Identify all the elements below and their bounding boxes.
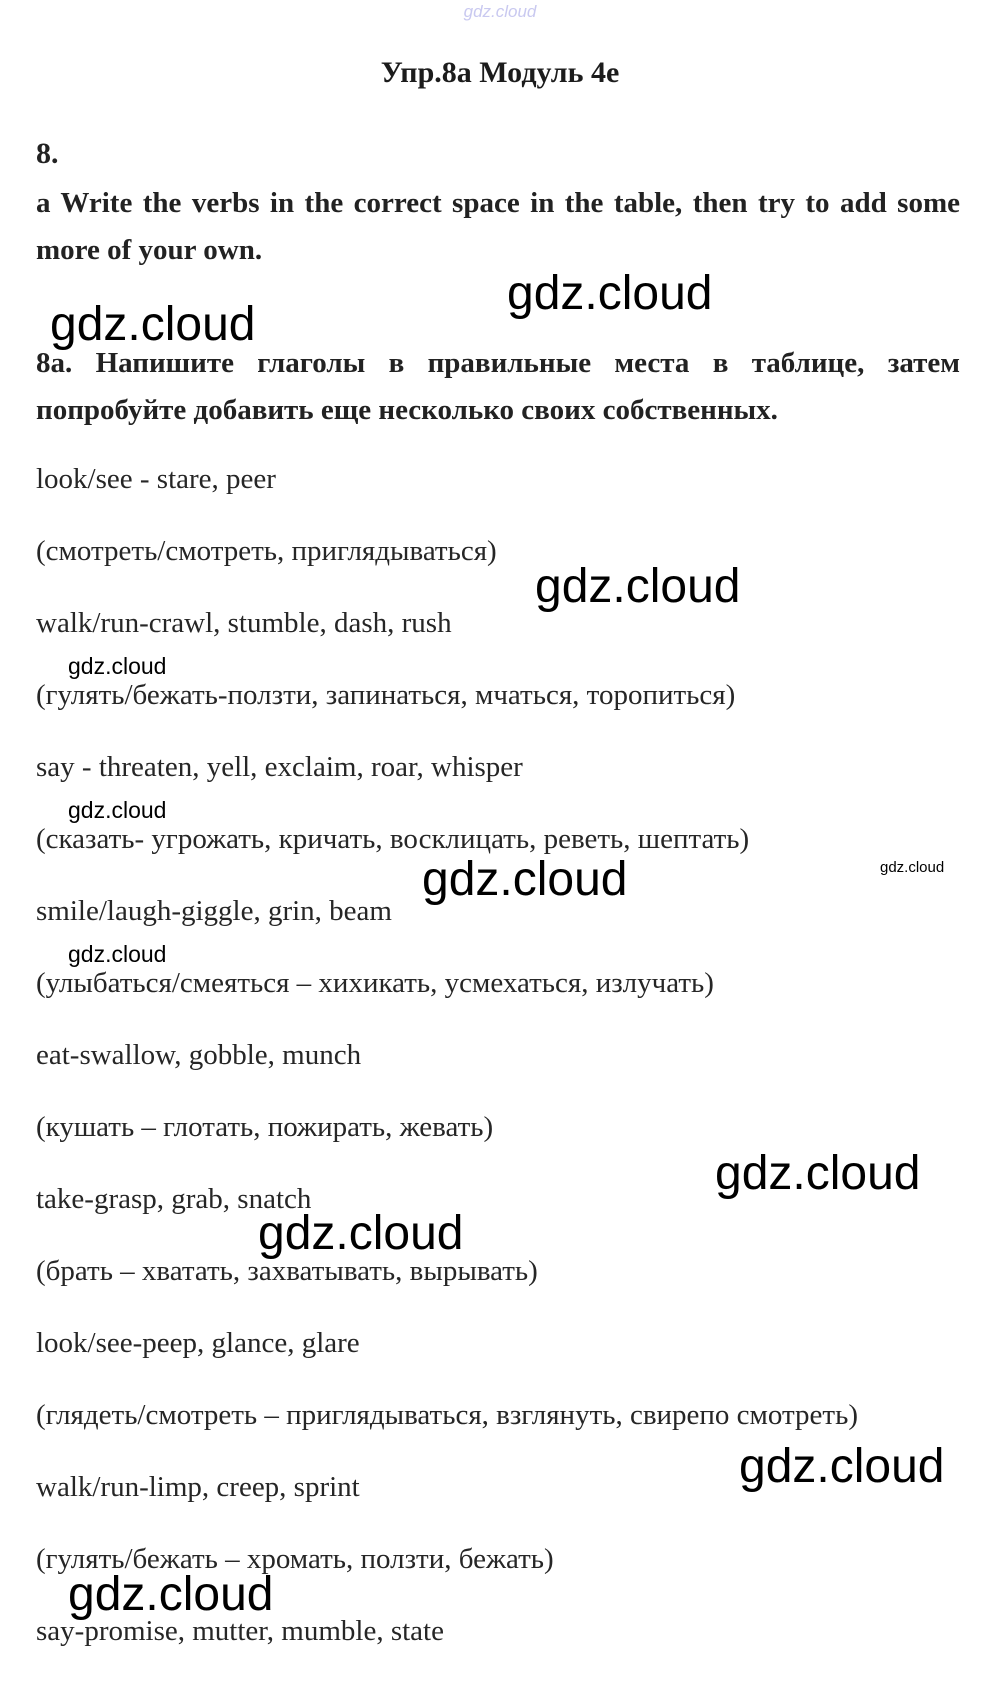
source-mark: gdz.cloud: [463, 2, 537, 21]
translation-line-7: (глядеть/смотреть – приглядываться, взглянуть, свирепо смотреть): [36, 1399, 858, 1431]
translation-line-5: (кушать – глотать, пожирать, жевать): [36, 1111, 494, 1143]
watermark: gdz.cloud: [50, 298, 256, 351]
watermark: gdz.cloud: [422, 853, 628, 906]
verb-line-3: say - threaten, yell, exclaim, roar, whisper: [36, 751, 523, 783]
verb-line-9: say-promise, mutter, mumble, state: [36, 1615, 444, 1647]
exercise-number: 8.: [36, 137, 59, 170]
watermark: gdz.cloud: [68, 653, 167, 679]
translation-line-2: (гулять/бежать-ползти, запинаться, мчаться, торопиться): [36, 679, 736, 711]
verb-line-1: look/see - stare, peer: [36, 463, 276, 495]
instruction-russian: 8а. Напишите глаголы в правильные места в таблице, затем попробуйте добавить еще несколько своих собственных.: [36, 347, 960, 426]
watermark: gdz.cloud: [68, 797, 167, 823]
verb-line-4: smile/laugh-giggle, grin, beam: [36, 895, 392, 927]
watermark: gdz.cloud: [507, 267, 713, 320]
page-title: Упр.8а Модуль 4е: [380, 56, 620, 89]
verb-line-6: take-grasp, grab, snatch: [36, 1183, 312, 1215]
watermark: gdz.cloud: [258, 1207, 464, 1260]
watermark: gdz.cloud: [880, 859, 945, 876]
watermark: gdz.cloud: [715, 1147, 921, 1200]
translation-line-4: (улыбаться/смеяться – хихикать, усмехаться, излучать): [36, 967, 714, 999]
watermark: gdz.cloud: [68, 1568, 274, 1621]
instruction-english: a Write the verbs in the correct space in the table, then try to add some more of your own.: [36, 187, 960, 266]
verb-line-5: eat-swallow, gobble, munch: [36, 1039, 362, 1071]
translation-line-6: (брать – хватать, захватывать, вырывать): [36, 1255, 538, 1287]
translation-line-8: (гулять/бежать – хромать, ползти, бежать): [36, 1543, 554, 1575]
verb-line-8: walk/run-limp, creep, sprint: [36, 1471, 360, 1503]
watermark: gdz.cloud: [739, 1440, 945, 1493]
watermark: gdz.cloud: [68, 941, 167, 967]
verb-line-7: look/see-peep, glance, glare: [36, 1327, 360, 1359]
watermark: gdz.cloud: [535, 560, 741, 613]
translation-line-1: (смотреть/смотреть, приглядываться): [36, 535, 497, 567]
verb-line-2: walk/run-crawl, stumble, dash, rush: [36, 607, 452, 639]
translation-line-3: (сказать- угрожать, кричать, восклицать, реветь, шептать): [36, 823, 750, 855]
